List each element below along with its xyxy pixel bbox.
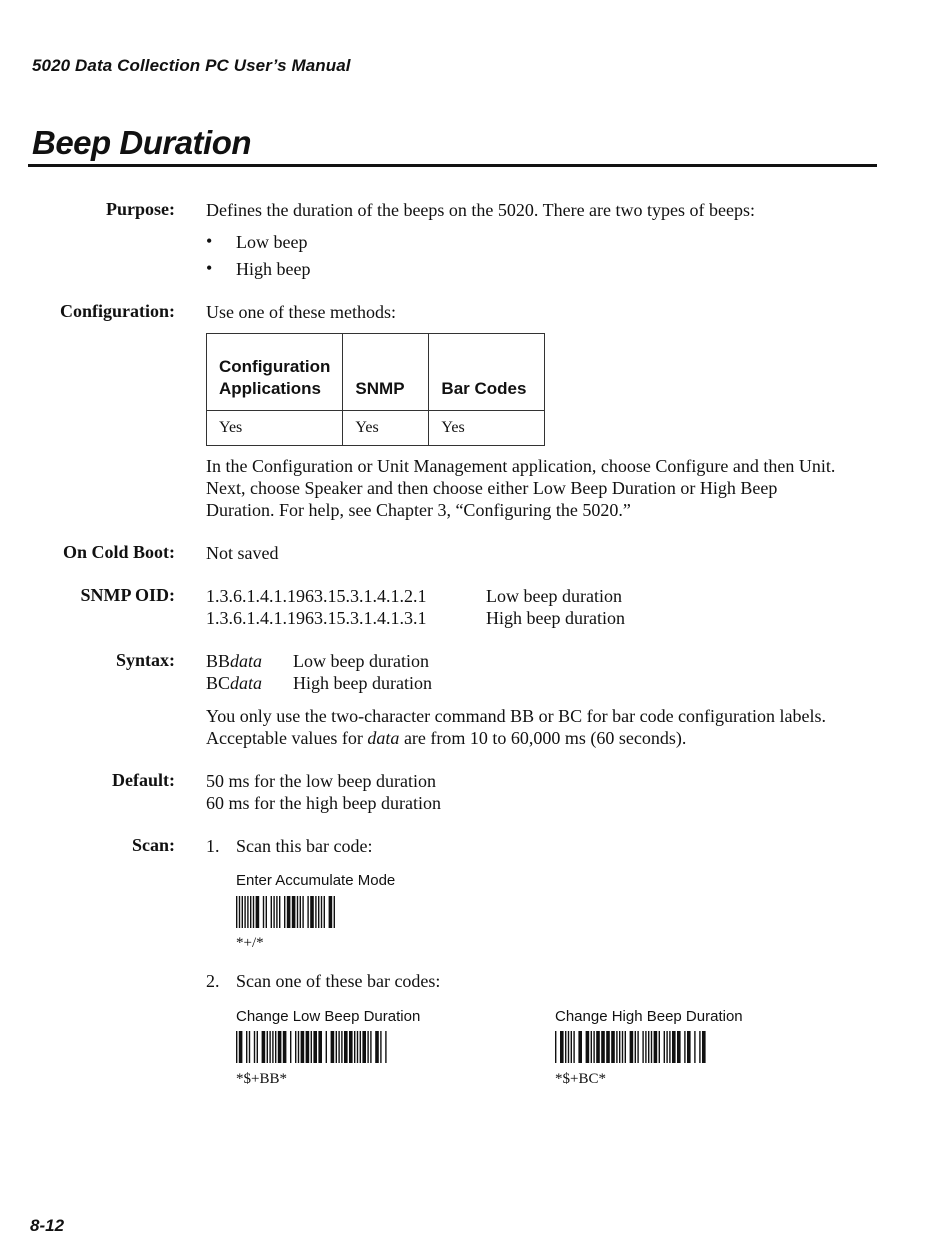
purpose-text: Defines the duration of the beeps on the 5020. There are two types of beeps: (206, 200, 755, 220)
title-rule (28, 164, 877, 167)
table-cell: Yes (429, 411, 545, 446)
barcode-high-beep (555, 1031, 715, 1063)
syntax-note-text: Acceptable values for (206, 728, 368, 748)
barcode-label: Enter Accumulate Mode (236, 872, 396, 889)
configuration-label: Configuration: (59, 301, 175, 321)
snmp-oid: 1.3.6.1.4.1.1963.15.3.1.4.1.3.1 (206, 608, 427, 628)
barcode-enter-accumulate (236, 896, 346, 928)
scan-label: Scan: (131, 835, 175, 855)
syntax-note (206, 727, 686, 749)
command-arg: data (230, 673, 263, 693)
purpose-label: Purpose: (106, 199, 175, 219)
bullet-item: High beep (236, 259, 311, 279)
snmp-oid: 1.3.6.1.4.1.1963.15.3.1.4.1.2.1 (206, 586, 427, 606)
configuration-line: In the Configuration or Unit Management application, choose Configure and then Unit. (206, 456, 836, 476)
default-value: 60 ms for the high beep duration (206, 793, 441, 813)
default-value: 50 ms for the low beep duration (206, 771, 436, 791)
syntax-note-text: are from 10 to 60,000 ms (60 seconds). (399, 728, 687, 748)
table-header: Configuration Applications (207, 334, 343, 411)
step-number: 1. (206, 836, 220, 856)
barcode-text: *$+BB* (236, 1071, 287, 1087)
table-cell: Yes (207, 411, 343, 446)
table-row (207, 411, 545, 446)
step-text: Scan one of these bar codes: (236, 971, 441, 991)
table-cell: Yes (343, 411, 429, 446)
syntax-description: Low beep duration (293, 651, 429, 671)
step-number: 2. (206, 971, 220, 991)
configuration-intro: Use one of these methods: (206, 302, 396, 322)
cold-boot-label: On Cold Boot: (62, 542, 175, 562)
configuration-line: Duration. For help, see Chapter 3, “Configuring the 5020.” (206, 500, 631, 520)
configuration-line: Next, choose Speaker and then choose either Low Beep Duration or High Beep (206, 478, 778, 498)
snmp-oid-description: Low beep duration (486, 586, 622, 606)
table-header: SNMP (343, 334, 429, 411)
snmp-oid-label: SNMP OID: (80, 585, 175, 605)
configuration-methods-table (206, 333, 545, 446)
barcode-label: Change Low Beep Duration (236, 1008, 421, 1025)
cold-boot-value: Not saved (206, 543, 279, 563)
page-number: 8-12 (30, 1216, 65, 1235)
syntax-note-em: data (367, 728, 400, 748)
bullet-dot: • (206, 231, 213, 251)
syntax-command (206, 672, 262, 694)
command-code: BC (206, 673, 231, 693)
barcode-low-beep (236, 1031, 396, 1063)
table-header: Bar Codes (429, 334, 545, 411)
syntax-label: Syntax: (115, 650, 175, 670)
bullet-dot: • (206, 258, 213, 278)
syntax-description: High beep duration (293, 673, 432, 693)
command-arg: data (230, 651, 263, 671)
barcode-text: *+/* (236, 935, 264, 951)
bullet-item: Low beep (236, 232, 308, 252)
barcode-text: *$+BC* (555, 1071, 606, 1087)
snmp-oid-description: High beep duration (486, 608, 625, 628)
section-title: Beep Duration (32, 124, 252, 161)
running-header: 5020 Data Collection PC User’s Manual (32, 56, 351, 75)
syntax-command (206, 650, 262, 672)
syntax-note: You only use the two-character command BB or BC for bar code configuration labels. (206, 706, 827, 726)
barcode-label: Change High Beep Duration (555, 1008, 743, 1025)
table-header-row (207, 334, 545, 411)
step-text: Scan this bar code: (236, 836, 373, 856)
default-label: Default: (112, 770, 175, 790)
command-code: BB (206, 651, 231, 671)
